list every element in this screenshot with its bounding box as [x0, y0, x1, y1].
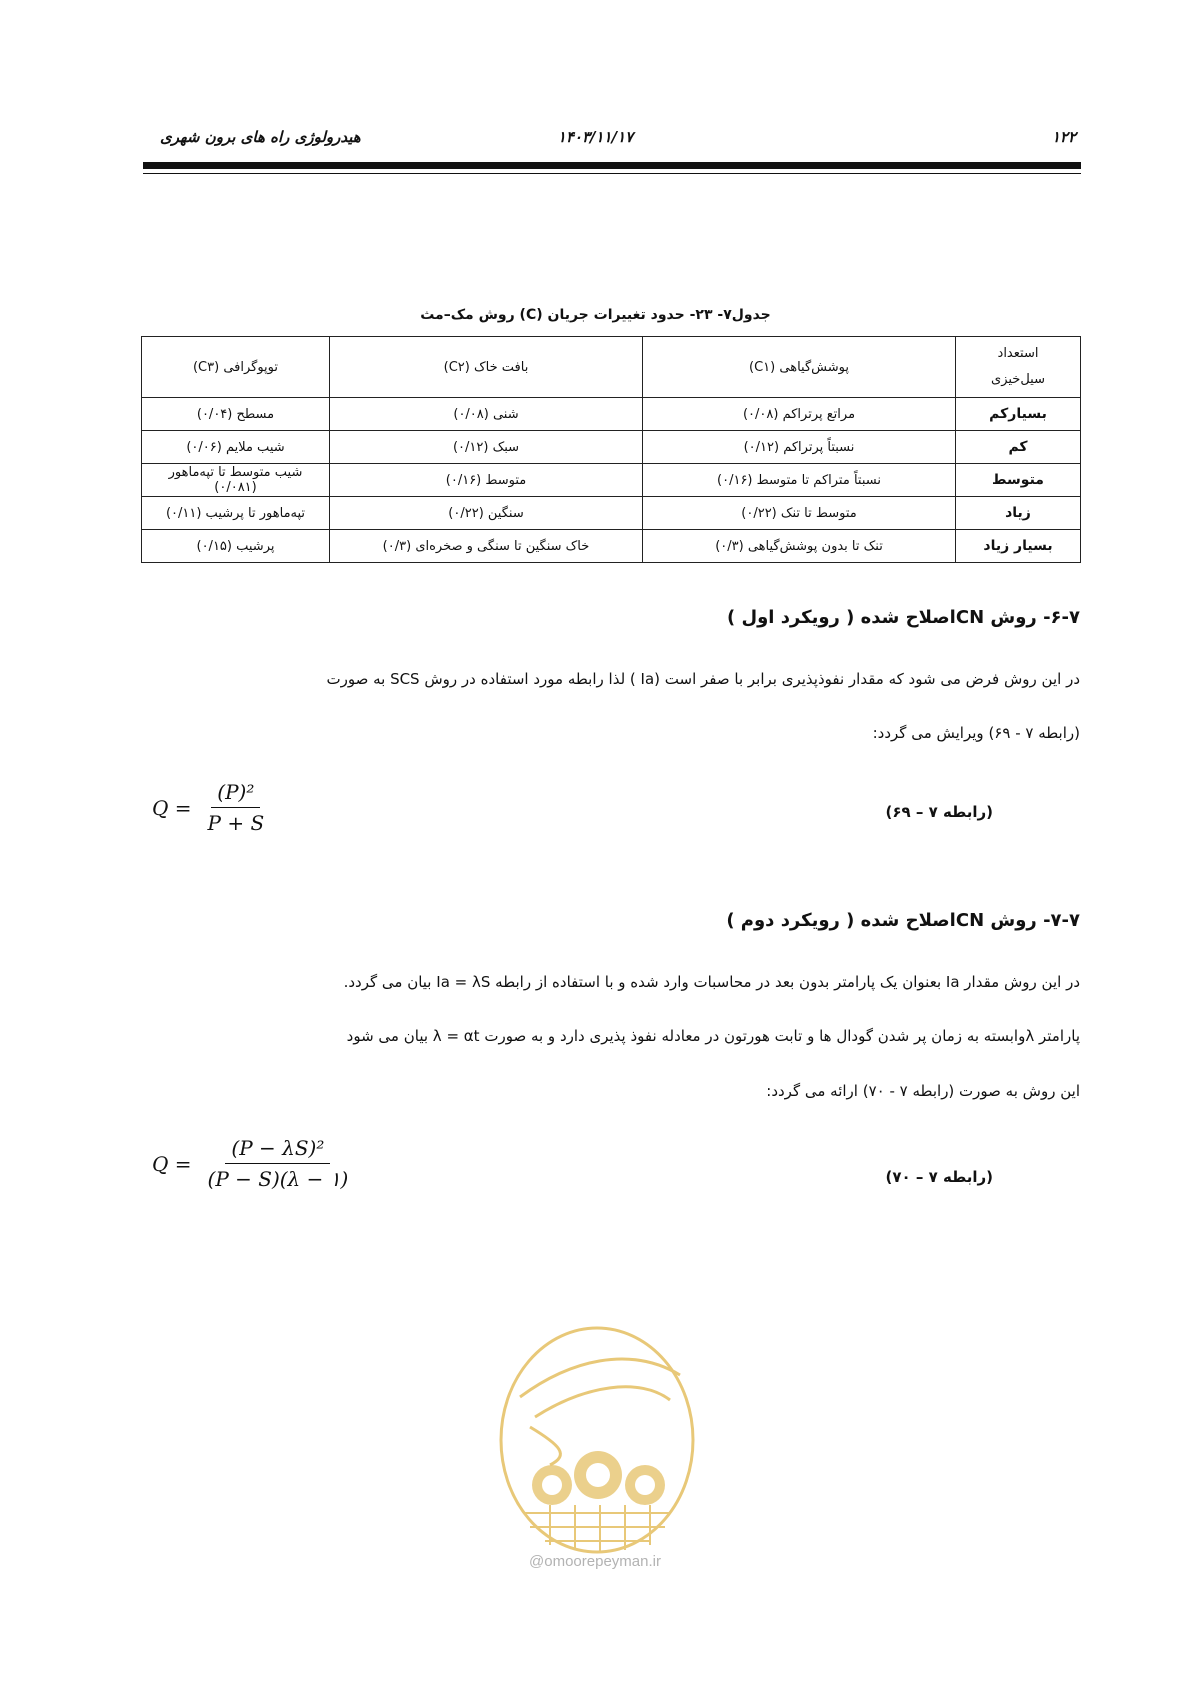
- header-flood-potential: [956, 337, 1081, 398]
- equation-lhs: Q =: [152, 1151, 192, 1176]
- equation-denominator: (P − S)(λ − ۱): [207, 1167, 349, 1191]
- table-row: [142, 464, 1081, 497]
- header-soil-texture: بافت خاک (C۲): [330, 337, 643, 398]
- table-row: [142, 398, 1081, 431]
- paragraph-line: این روش به صورت (رابطه ۷ - ۷۰) ارائه می گردد:: [766, 1082, 1080, 1100]
- running-header-date: ۱۴۰۳/۱۱/۱۷: [557, 128, 634, 146]
- cell-topography: تپه‌ماهور تا پرشیب (۰/۱۱): [142, 497, 330, 530]
- cell-vegetation: متوسط تا تنک (۰/۲۲): [643, 497, 956, 530]
- row-label: بسیارکم: [956, 398, 1081, 431]
- paragraph-line: در این روش فرض می شود که مقدار نفوذپذیری برابر با صفر است (Ia ) لذا رابطه مورد استفاده در روش SCS به صورت: [326, 670, 1080, 688]
- equation-denominator: P + S: [207, 811, 265, 835]
- cell-vegetation: تنک تا بدون پوشش‌گیاهی (۰/۳): [643, 530, 956, 563]
- paragraph-line: (رابطه ۷ - ۶۹) ویرایش می گردد:: [872, 724, 1080, 742]
- header-vegetation: پوشش‌گیاهی (C۱): [643, 337, 956, 398]
- cell-soil-texture: سنگین (۰/۲۲): [330, 497, 643, 530]
- cell-soil-texture: سبک (۰/۱۲): [330, 431, 643, 464]
- cell-vegetation: مراتع پرتراکم (۰/۰۸): [643, 398, 956, 431]
- equation-numerator: (P)²: [211, 780, 260, 808]
- header-rule-thick: [143, 162, 1081, 169]
- paragraph-line: در این روش مقدار Ia بعنوان یک پارامتر بدون بعد در محاسبات وارد شده و با استفاده از رابطه Ia = λS بیان می گردد.: [343, 973, 1080, 991]
- table-row: [142, 431, 1081, 464]
- cell-soil-texture: خاک سنگین تا سنگی و صخره‌ای (۰/۳): [330, 530, 643, 563]
- cell-soil-texture: متوسط (۰/۱۶): [330, 464, 643, 497]
- cell-topography: شیب متوسط تا تپه‌ماهور (۰/۰۸۱): [142, 464, 330, 497]
- equation-fraction: [202, 1136, 355, 1191]
- cell-topography: شیب ملایم (۰/۰۶): [142, 431, 330, 464]
- cell-vegetation: نسبتاً متراکم تا متوسط (۰/۱۶): [643, 464, 956, 497]
- cell-topography: مسطح (۰/۰۴): [142, 398, 330, 431]
- equation-fraction: [202, 780, 271, 835]
- running-header-title: هیدرولوژی راه های برون شهری: [160, 128, 361, 146]
- equation-69: [152, 780, 270, 835]
- paragraph-line: پارامتر λوابسته به زمان پر شدن گودال ها و تابت هورتون در معادله نفوذ پذیری دارد و به صورت λ = αt بیان می شود: [346, 1027, 1080, 1045]
- equation-label-70: (رابطه ۷ – ۷۰): [885, 1168, 993, 1186]
- table-row: [142, 497, 1081, 530]
- watermark-logo: [490, 1305, 705, 1560]
- header-flood-potential-line1: استعداد: [997, 346, 1039, 361]
- table-header-row: [142, 337, 1081, 398]
- header-rule-thin: [143, 173, 1081, 174]
- equation-70: [152, 1136, 354, 1191]
- page-number: ۱۲۲: [1051, 128, 1076, 146]
- section-heading-first-approach: ۶-۷- روش CNاصلاح شده ( رویکرد اول ): [726, 607, 1080, 628]
- equation-label-69: (رابطه ۷ – ۶۹): [885, 803, 993, 821]
- table-caption: جدول۷- ۲۳- حدود تغییرات جریان (C) روش مک–مث: [420, 307, 771, 323]
- row-label: بسیار زیاد: [956, 530, 1081, 563]
- row-label: زیاد: [956, 497, 1081, 530]
- equation-lhs: Q =: [152, 795, 192, 820]
- equation-numerator: (P − λS)²: [225, 1136, 330, 1164]
- runoff-coefficient-table: [141, 336, 1081, 563]
- header-flood-potential-line2: سیل‌خیزی: [991, 372, 1045, 387]
- watermark-website: @omoorepeyman.ir: [529, 1553, 661, 1570]
- section-heading-second-approach: ۷-۷- روش CNاصلاح شده ( رویکرد دوم ): [726, 910, 1080, 931]
- cell-vegetation: نسبتاً پرتراکم (۰/۱۲): [643, 431, 956, 464]
- table-row: [142, 530, 1081, 563]
- row-label: متوسط: [956, 464, 1081, 497]
- cell-topography: پرشیب (۰/۱۵): [142, 530, 330, 563]
- row-label: کم: [956, 431, 1081, 464]
- cell-soil-texture: شنی (۰/۰۸): [330, 398, 643, 431]
- header-topography: توپوگرافی (C۳): [142, 337, 330, 398]
